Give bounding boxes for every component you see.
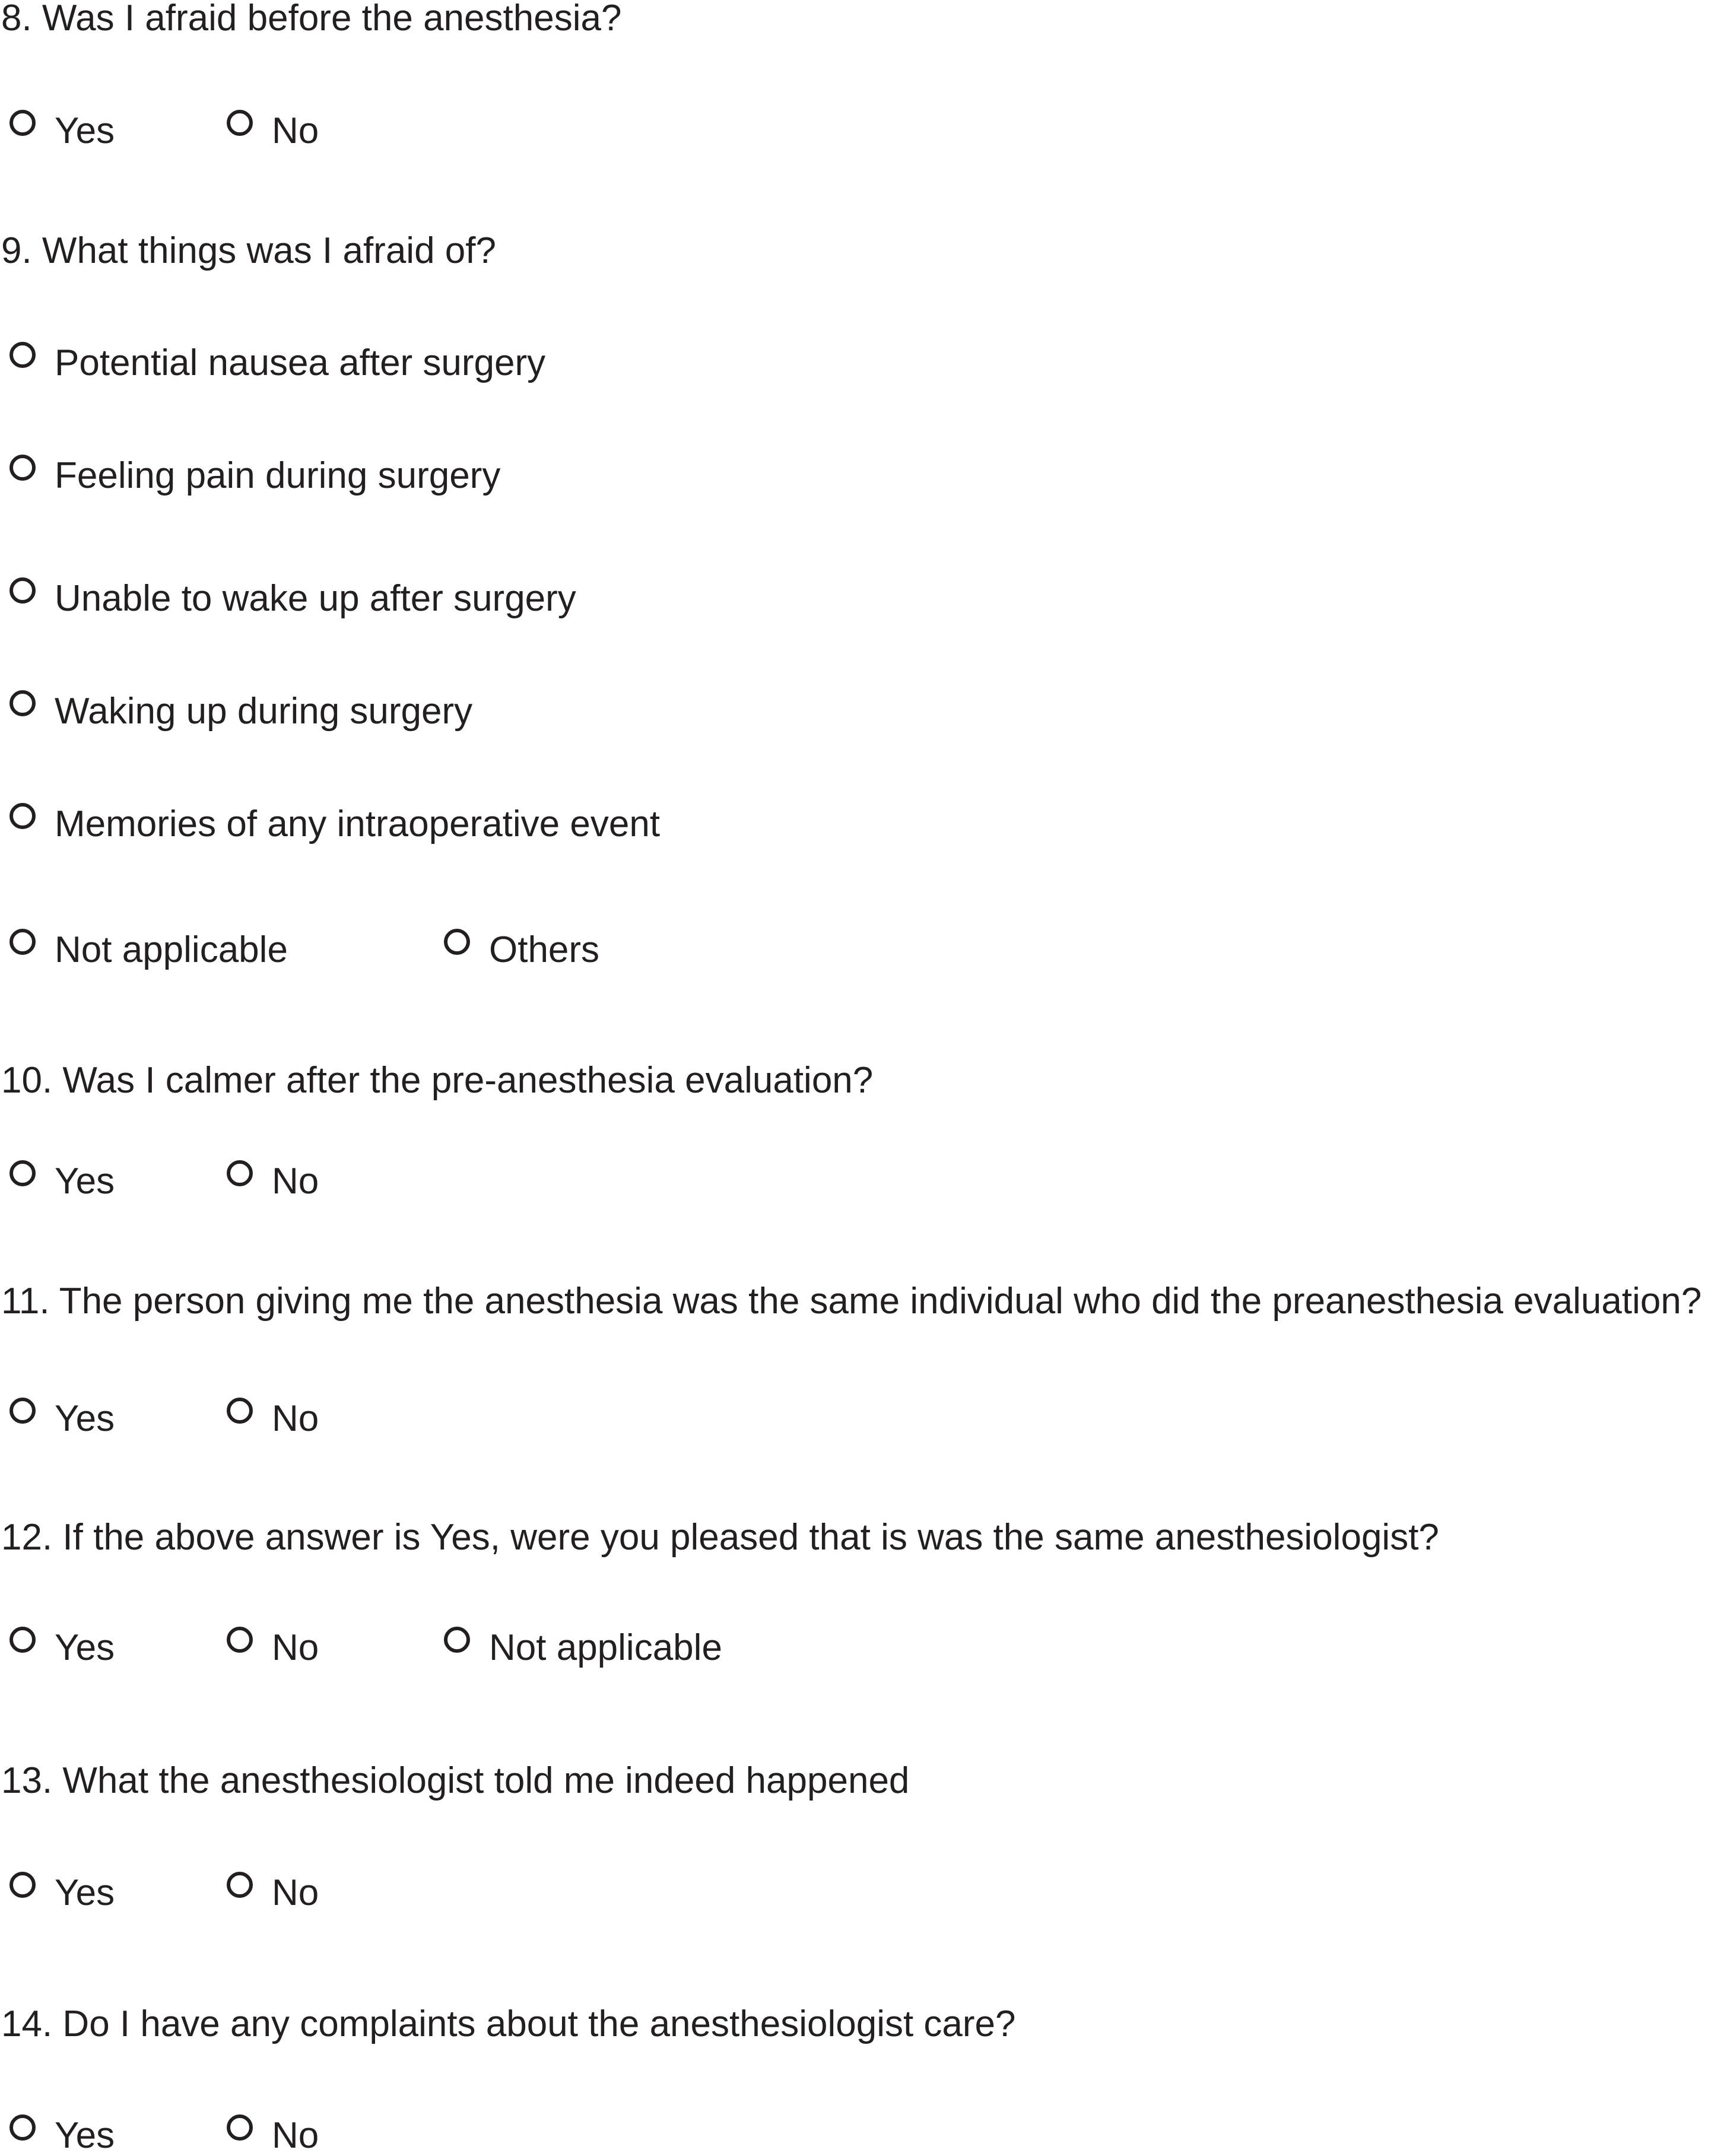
option-label: No [272,1627,319,1668]
q11-option-yes[interactable] [9,1398,115,1439]
q12-option-yes[interactable] [9,1627,115,1668]
option-label: Others [489,929,600,970]
option-label: Not applicable [489,1627,722,1668]
option-label: Memories of any intraoperative event [55,804,661,844]
question-14: 14. Do I have any complaints about the anesthesiologist care? [1,2003,1016,2044]
option-label: Not applicable [55,929,288,970]
option-label: Yes [55,2115,115,2156]
question-11: 11. The person giving me the anesthesia was the same individual who did the preanesthesia evaluation? [1,1281,1702,1322]
radio-icon[interactable] [227,2114,253,2141]
q9-option-pain[interactable] [9,455,501,496]
q11-option-no[interactable] [227,1398,319,1439]
q10-option-no[interactable] [227,1163,319,1200]
radio-icon[interactable] [9,577,36,604]
question-13: 13. What the anesthesiologist told me indeed happened [1,1760,910,1801]
radio-icon[interactable] [9,110,36,136]
option-label: No [272,2115,319,2156]
option-label: No [272,110,319,151]
option-label: Yes [55,1161,115,1202]
radio-icon[interactable] [9,690,36,716]
option-label: Feeling pain during surgery [55,455,501,496]
radio-icon[interactable] [227,1627,253,1653]
radio-icon[interactable] [9,1160,36,1186]
q14-option-no[interactable] [227,2117,319,2154]
q9-option-others[interactable] [444,929,600,970]
option-label: Yes [55,1627,115,1668]
radio-icon[interactable] [9,455,36,481]
option-label: Potential nausea after surgery [55,342,546,383]
option-label: Waking up during surgery [55,691,473,732]
radio-icon[interactable] [9,1627,36,1653]
radio-icon[interactable] [9,342,36,368]
option-label: Yes [55,1398,115,1439]
q9-option-waking-up[interactable] [9,693,472,730]
q9-option-not-applicable[interactable] [9,929,288,970]
option-label: No [272,1398,319,1439]
question-10: 10. Was I calmer after the pre-anesthesia evaluation? [1,1060,874,1101]
q12-option-no[interactable] [227,1627,319,1668]
q9-option-memories[interactable] [9,806,660,843]
q13-option-yes[interactable] [9,1872,115,1913]
q8-option-yes[interactable] [9,110,115,151]
option-label: No [272,1872,319,1913]
radio-icon[interactable] [9,803,36,829]
q10-option-yes[interactable] [9,1163,115,1200]
radio-icon[interactable] [444,929,470,955]
question-9: 9. What things was I afraid of? [1,230,496,271]
radio-icon[interactable] [227,1160,253,1186]
q13-option-no[interactable] [227,1872,319,1913]
radio-icon[interactable] [9,1872,36,1898]
question-12: 12. If the above answer is Yes, were you pleased that is was the same anesthesiologist? [1,1517,1439,1558]
radio-icon[interactable] [227,1872,253,1898]
q9-option-unable-wake[interactable] [9,580,576,617]
option-label: Yes [55,1872,115,1913]
option-label: Yes [55,110,115,151]
radio-icon[interactable] [9,1398,36,1424]
radio-icon[interactable] [9,929,36,955]
question-8: 8. Was I afraid before the anesthesia? [1,0,622,39]
q8-option-no[interactable] [227,110,319,151]
option-label: Unable to wake up after surgery [55,578,576,619]
option-label: No [272,1161,319,1202]
q9-option-nausea[interactable] [9,342,546,383]
radio-icon[interactable] [444,1627,470,1653]
radio-icon[interactable] [227,1398,253,1424]
q12-option-not-applicable[interactable] [444,1627,722,1668]
radio-icon[interactable] [9,2114,36,2141]
q14-option-yes[interactable] [9,2117,115,2154]
radio-icon[interactable] [227,110,253,136]
